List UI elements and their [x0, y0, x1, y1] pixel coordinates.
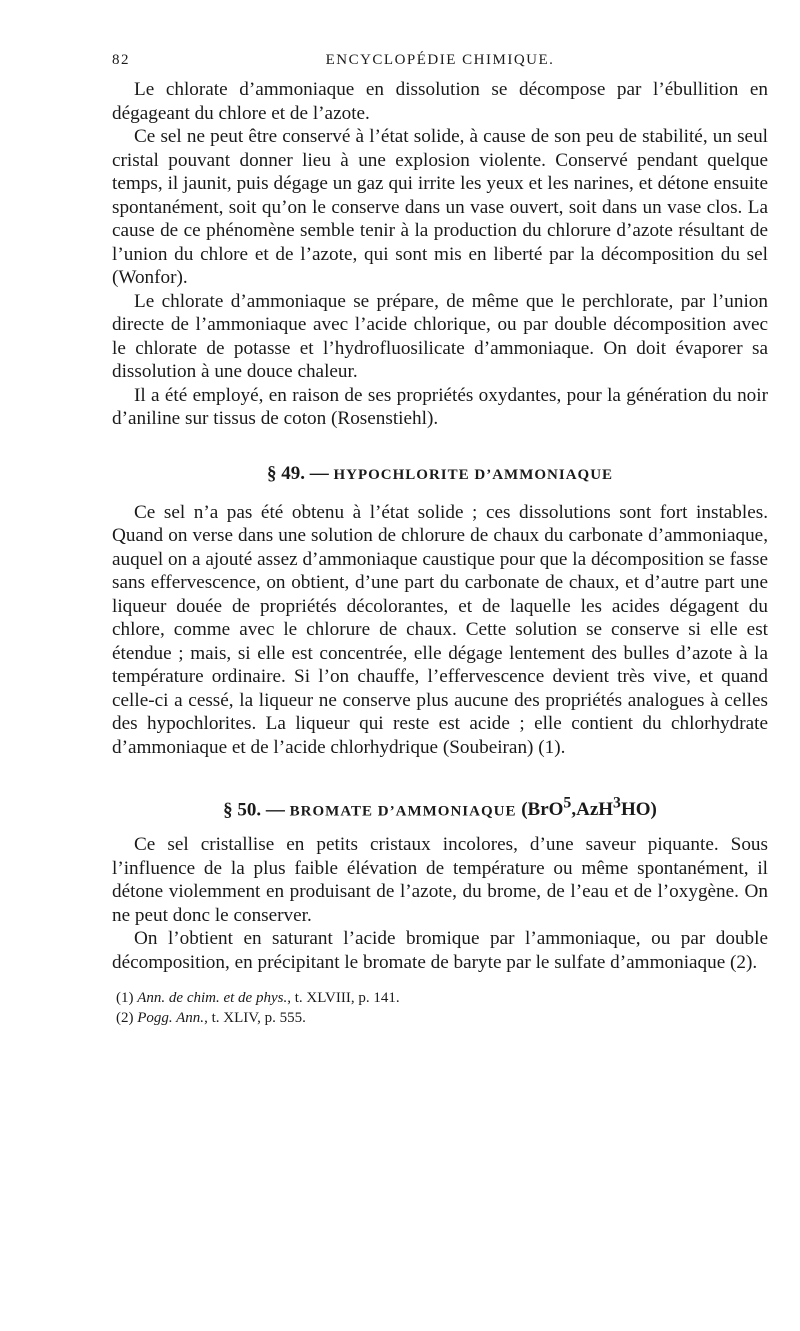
- footnotes: [112, 988, 768, 1028]
- formula-part: (BrO: [521, 799, 564, 821]
- running-header: [112, 52, 768, 78]
- section-50-formula: [521, 795, 657, 821]
- intro-paragraph-4: Il a été employé, en raison de ses propriétés oxydantes, pour la génération du noir d’aniline sur tissus de coton (Rosenstiehl).: [112, 384, 768, 429]
- footnote-1: [116, 988, 768, 1008]
- section-50-title: BROMATE D’AMMONIAQUE: [289, 803, 517, 820]
- intro-paragraph-2: Ce sel ne peut être conservé à l’état solide, à cause de son peu de stabilité, un seul cristal pouvant donner lieu à une explosion violente. Conservé pendant quelque temps, il jaunit, puis dégage un gaz qui irrite les yeux et les narines, et détone ensuite spontanément, soit qu’on le conserve dans un vase ouvert, soit dans un vase clos. La cause de ce phénomène semble tenir à la production du chlorure d’azote résultant de l’union du chlore et de l’azote, qui sont mis en liberté par la décomposition du sel (Wonfor).: [112, 126, 768, 288]
- formula-part: HO): [620, 799, 657, 821]
- formula-superscript: 3: [613, 795, 621, 812]
- section-50-paragraph-2: On l’obtient en saturant l’acide bromique par l’ammoniaque, ou par double décomposition, en précipitant le bromate de baryte par le sulfate d’ammoniaque (2).: [112, 928, 768, 973]
- section-49-heading: [112, 463, 768, 485]
- footnote-2: [116, 1008, 768, 1028]
- section-50-number: § 50.: [223, 799, 262, 821]
- intro-paragraph-1: Le chlorate d’ammoniaque en dissolution se décompose par l’ébullition en dégageant du chlore et de l’azote.: [112, 79, 768, 124]
- section-49-number: § 49.: [266, 462, 305, 484]
- intro-section: [112, 78, 768, 431]
- section-49-title: HYPOCHLORITE D’AMMONIAQUE: [333, 466, 614, 483]
- section-49-paragraph-1: Ce sel n’a pas été obtenu à l’état solide ; ces dissolutions sont fort instables. Quand on verse dans une solution de chlorure de chaux du carbonate d’ammoniaque, auquel on a ajouté assez d’ammoniaque caustique pour que la décomposition se fasse sans effervescence, on obtient, d’une part du carbonate de chaux, et d’autre part une liqueur douée de propriétés décolorantes, et de laquelle les acides dégagent du chlore, comme avec le chlorure de chaux. Cette solution se conserve si elle est étendue ; mais, si elle est concentrée, elle dégage lentement des bulles d’azote à la température ordinaire. Si l’on chauffe, l’effervescence devient très vive, et quand celle-ci a cessé, la liqueur ne conserve plus aucune des propriétés analogues à celles des hypochlorites. La liqueur qui reste est acide ; elle contient du chlorhydrate d’ammoniaque et de l’acide chlorhydrique (Soubeiran) (1).: [112, 501, 768, 758]
- section-50-heading: [112, 795, 768, 821]
- running-title: ENCYCLOPÉDIE CHIMIQUE.: [325, 52, 555, 68]
- formula-superscript: 5: [563, 795, 572, 812]
- footnote-mark: (1): [116, 990, 134, 1007]
- footnote-ref: , t. XLIV, p. 555.: [204, 1010, 306, 1027]
- section-49-dash: —: [309, 462, 329, 484]
- page-number: 82: [112, 52, 130, 68]
- intro-paragraph-3: Le chlorate d’ammoniaque se prépare, de même que le perchlorate, par l’union directe de l’ammoniaque avec l’acide chlorique, ou par double décomposition avec le chlorate de potasse et l’hydrofluosilicate d’ammoniaque. On doit évaporer sa dissolution à une douce chaleur.: [112, 290, 768, 382]
- footnote-mark: (2): [116, 1010, 134, 1027]
- formula-part: ,AzH: [571, 799, 614, 821]
- document-page: [112, 52, 768, 1028]
- footnote-ref: , t. XLVIII, p. 141.: [287, 990, 400, 1007]
- footnote-source: Ann. de chim. et de phys.: [137, 990, 288, 1007]
- footnote-source: Pogg. Ann.: [137, 1010, 205, 1027]
- section-50-paragraph-1: Ce sel cristallise en petits cristaux incolores, d’une saveur piquante. Sous l’influence de la plus faible élévation de température ou même spontanément, il détone violemment en produisant de l’azote, du brome, de l’eau et de l’oxygène. On ne peut donc le conserver.: [112, 834, 768, 926]
- section-50-dash: —: [265, 799, 285, 821]
